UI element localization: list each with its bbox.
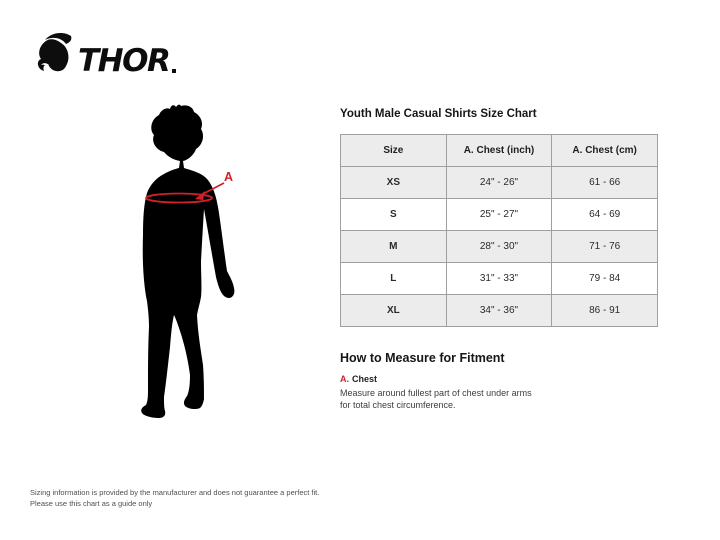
logo-dot — [172, 69, 176, 73]
measure-item-description: Measure around fullest part of chest under arms for total chest circumference. — [340, 388, 532, 411]
size-value: M — [341, 231, 447, 263]
chest-cm-value: 61 - 66 — [552, 167, 658, 199]
disclaimer — [30, 488, 319, 510]
chest-cm-value: 64 - 69 — [552, 199, 658, 231]
thor-ram-icon — [33, 32, 77, 78]
child-silhouette — [138, 103, 238, 423]
size-chart-title: Youth Male Casual Shirts Size Chart — [340, 108, 537, 120]
measure-guide-title: How to Measure for Fitment — [340, 351, 505, 365]
measure-item-heading — [340, 374, 670, 384]
size-chart-panel — [340, 108, 670, 411]
table-row — [341, 295, 658, 327]
disclaimer-line-1: Sizing information is provided by the manufacturer and does not guarantee a perfect fit. — [30, 488, 320, 497]
thor-logo — [33, 32, 176, 78]
chest-cm-value: 71 - 76 — [552, 231, 658, 263]
chest-inch-value: 28" - 30" — [446, 231, 552, 263]
chest-cm-value: 79 - 84 — [552, 263, 658, 295]
chest-inch-value: 31" - 33" — [446, 263, 552, 295]
size-value: L — [341, 263, 447, 295]
chest-measure-label: A — [224, 170, 234, 184]
table-row — [341, 231, 658, 263]
size-chart-table — [340, 134, 658, 327]
measure-item-label: Chest — [352, 374, 378, 384]
size-value: XS — [341, 167, 447, 199]
measure-item-key: A. — [340, 374, 349, 384]
table-row — [341, 199, 658, 231]
table-row — [341, 263, 658, 295]
column-header-size: Size — [341, 135, 447, 167]
chest-inch-value: 25" - 27" — [446, 199, 552, 231]
measurement-figure — [138, 103, 298, 433]
column-header-chest-inch: A. Chest (inch) — [446, 135, 552, 167]
disclaimer-line-2: Please use this chart as a guide only — [30, 498, 153, 508]
brand-wordmark: THOR — [78, 42, 170, 79]
chest-cm-value: 86 - 91 — [552, 295, 658, 327]
chest-inch-value: 34" - 36" — [446, 295, 552, 327]
table-header-row — [341, 135, 658, 167]
chest-inch-value: 24" - 26" — [446, 167, 552, 199]
size-value: XL — [341, 295, 447, 327]
column-header-chest-cm: A. Chest (cm) — [552, 135, 658, 167]
table-row — [341, 167, 658, 199]
size-value: S — [341, 199, 447, 231]
measure-guide — [340, 351, 670, 411]
